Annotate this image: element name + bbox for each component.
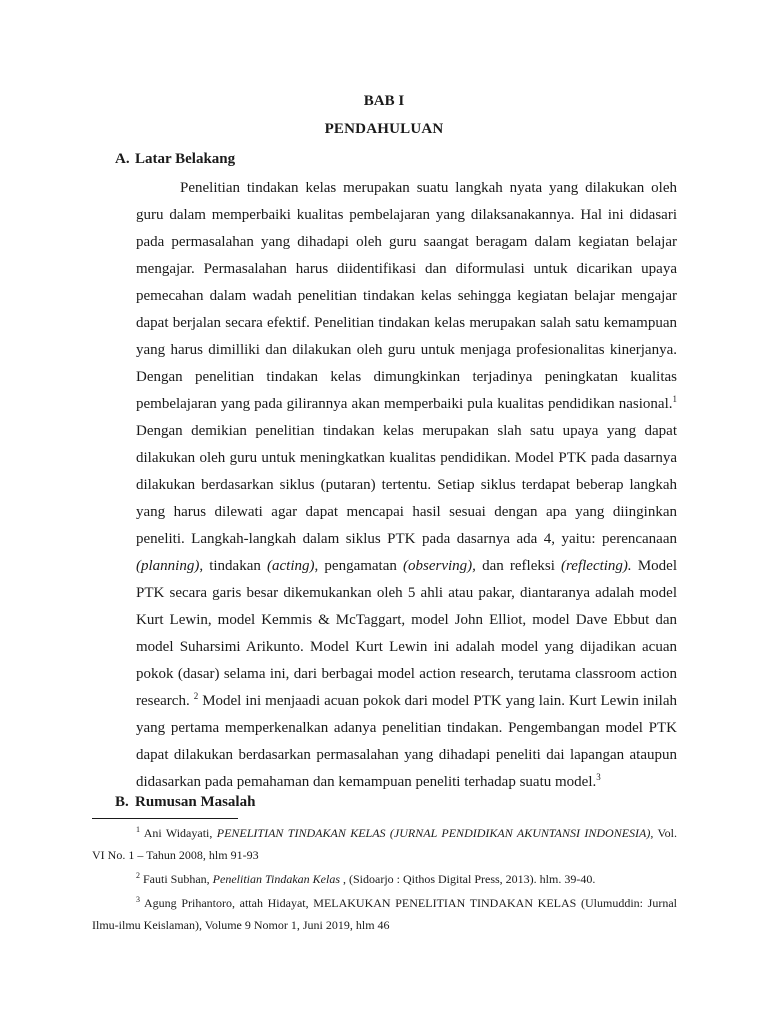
footnote-number: 3 xyxy=(136,895,140,904)
footnote-text: Vol. VI No. 1 – Tahun 2008, hlm 91-93 xyxy=(92,826,677,862)
footnote-number: 1 xyxy=(136,825,140,834)
footnote-text: Agung Prihantoro, attah Hidayat, MELAKUKAN PENELITIAN TINDAKAN KELAS (Ulumuddin: Jurnal Ilmu-ilmu Keislaman), Volume 9 Nomor 1, Juni 2019, hlm 46 xyxy=(92,896,677,932)
footnote-ref-2: 2 xyxy=(193,691,199,701)
footnotes xyxy=(92,822,677,938)
paragraph-segment: Penelitian tindakan kelas merupakan suatu langkah nyata yang dilakukan oleh guru dalam memperbaiki kualitas pembelajaran yang dilaksanakannya. Hal ini didasari pada permasalahan yang dihadapi oleh guru saangat beragam dalam kegiatan belajar mengajar. Permasalahan harus diidentifikasi dan diformulasi untuk dicarikan upaya pemecahan dalam wadah penelitian tindakan kelas sehingga kegiatan belajar mengajar dapat berjalan secara efektif. Penelitian tindakan kelas merupakan salah satu kemampuan yang harus dimilliki dan dilakukan oleh guru untuk menjaga profesionalitas kinerjanya. Dengan penelitian tindakan kelas dimungkinkan terjadinya peningkatan kualitas pembelajaran yang pada gilirannya akan memperbaiki pula kualitas pendidikan nasional. xyxy=(136,180,677,412)
paragraph-segment: Model PTK secara garis besar dikemukankan oleh 5 ahli atau pakar, diantaranya adalah model Kurt Lewin, model Kemmis & McTaggart, model John Elliot, model Dave Ebbut dan model Suharsimi Arikunto. Model Kurt Lewin ini adalah model yang dijadikan acuan pokok (dasar) selama ini, dari berbagai model action research, terutama classroom action research. xyxy=(136,558,677,709)
footnote-ref-1: 1 xyxy=(672,394,677,404)
body-paragraph xyxy=(136,175,677,796)
paragraph-text xyxy=(136,175,677,796)
section-letter: A. xyxy=(115,151,130,167)
section-heading-rumusan-masalah xyxy=(115,794,255,811)
paragraph-segment: , pengamatan xyxy=(314,558,404,574)
term-reflecting: (reflecting). xyxy=(561,558,632,574)
section-title: Latar Belakang xyxy=(135,151,236,167)
chapter-number: BAB I xyxy=(363,93,405,109)
footnote-text: , (Sidoarjo : Qithos Digital Press, 2013). hlm. 39-40. xyxy=(340,872,596,886)
footnote-number: 2 xyxy=(136,871,140,880)
footnote-ref-3: 3 xyxy=(596,772,601,782)
paragraph-segment: dan refleksi xyxy=(475,558,562,574)
footnote-1 xyxy=(92,822,677,866)
section-heading-latar-belakang xyxy=(115,151,235,168)
footnote-3 xyxy=(92,892,677,936)
term-planning: (planning) xyxy=(136,558,200,574)
footnote-title: PENELITIAN TINDAKAN KELAS (JURNAL PENDIDIKAN AKUNTANSI INDONESIA), xyxy=(216,826,654,840)
paragraph-segment: , tindakan xyxy=(199,558,268,574)
paragraph-segment: Model ini menjaadi acuan pokok dari model PTK yang lain. Kurt Lewin inilah yang pertama memperkenalkan adanya penelitian tindakan. Pengembangan model PTK dapat dilakukan berdasarkan permasalahan yang dihadapi peneliti dai lapangan ataupun didasarkan pada pemahaman dan kemampuan peneliti terhadap suatu model. xyxy=(136,693,677,790)
chapter-title: PENDAHULUAN xyxy=(324,121,444,137)
footnote-text: Fauti Subhan, xyxy=(140,872,213,886)
section-letter: B. xyxy=(115,794,129,810)
term-observing: (observing), xyxy=(403,558,476,574)
footnote-text: Ani Widayati, xyxy=(140,826,217,840)
section-title: Rumusan Masalah xyxy=(135,794,256,810)
footnote-separator xyxy=(92,818,238,819)
footnote-title: Penelitian Tindakan Kelas xyxy=(212,872,340,886)
footnote-2 xyxy=(92,868,677,890)
paragraph-segment: Dengan demikian penelitian tindakan kelas merupakan slah satu upaya yang dapat dilakukan oleh guru untuk meningkatkan kualitas pendidikan. Model PTK pada dasarnya dilakukan berdasarkan siklus (putaran) tertentu. Setiap siklus terdapat beberap langkah yang harus dilewati agar dapat mencapai hasil sesuai dengan apa yang diinginkan peneliti. Langkah-langkah dalam siklus PTK pada dasarnya ada 4, yaitu: perencanaan xyxy=(136,423,677,547)
term-acting: (acting) xyxy=(267,558,315,574)
